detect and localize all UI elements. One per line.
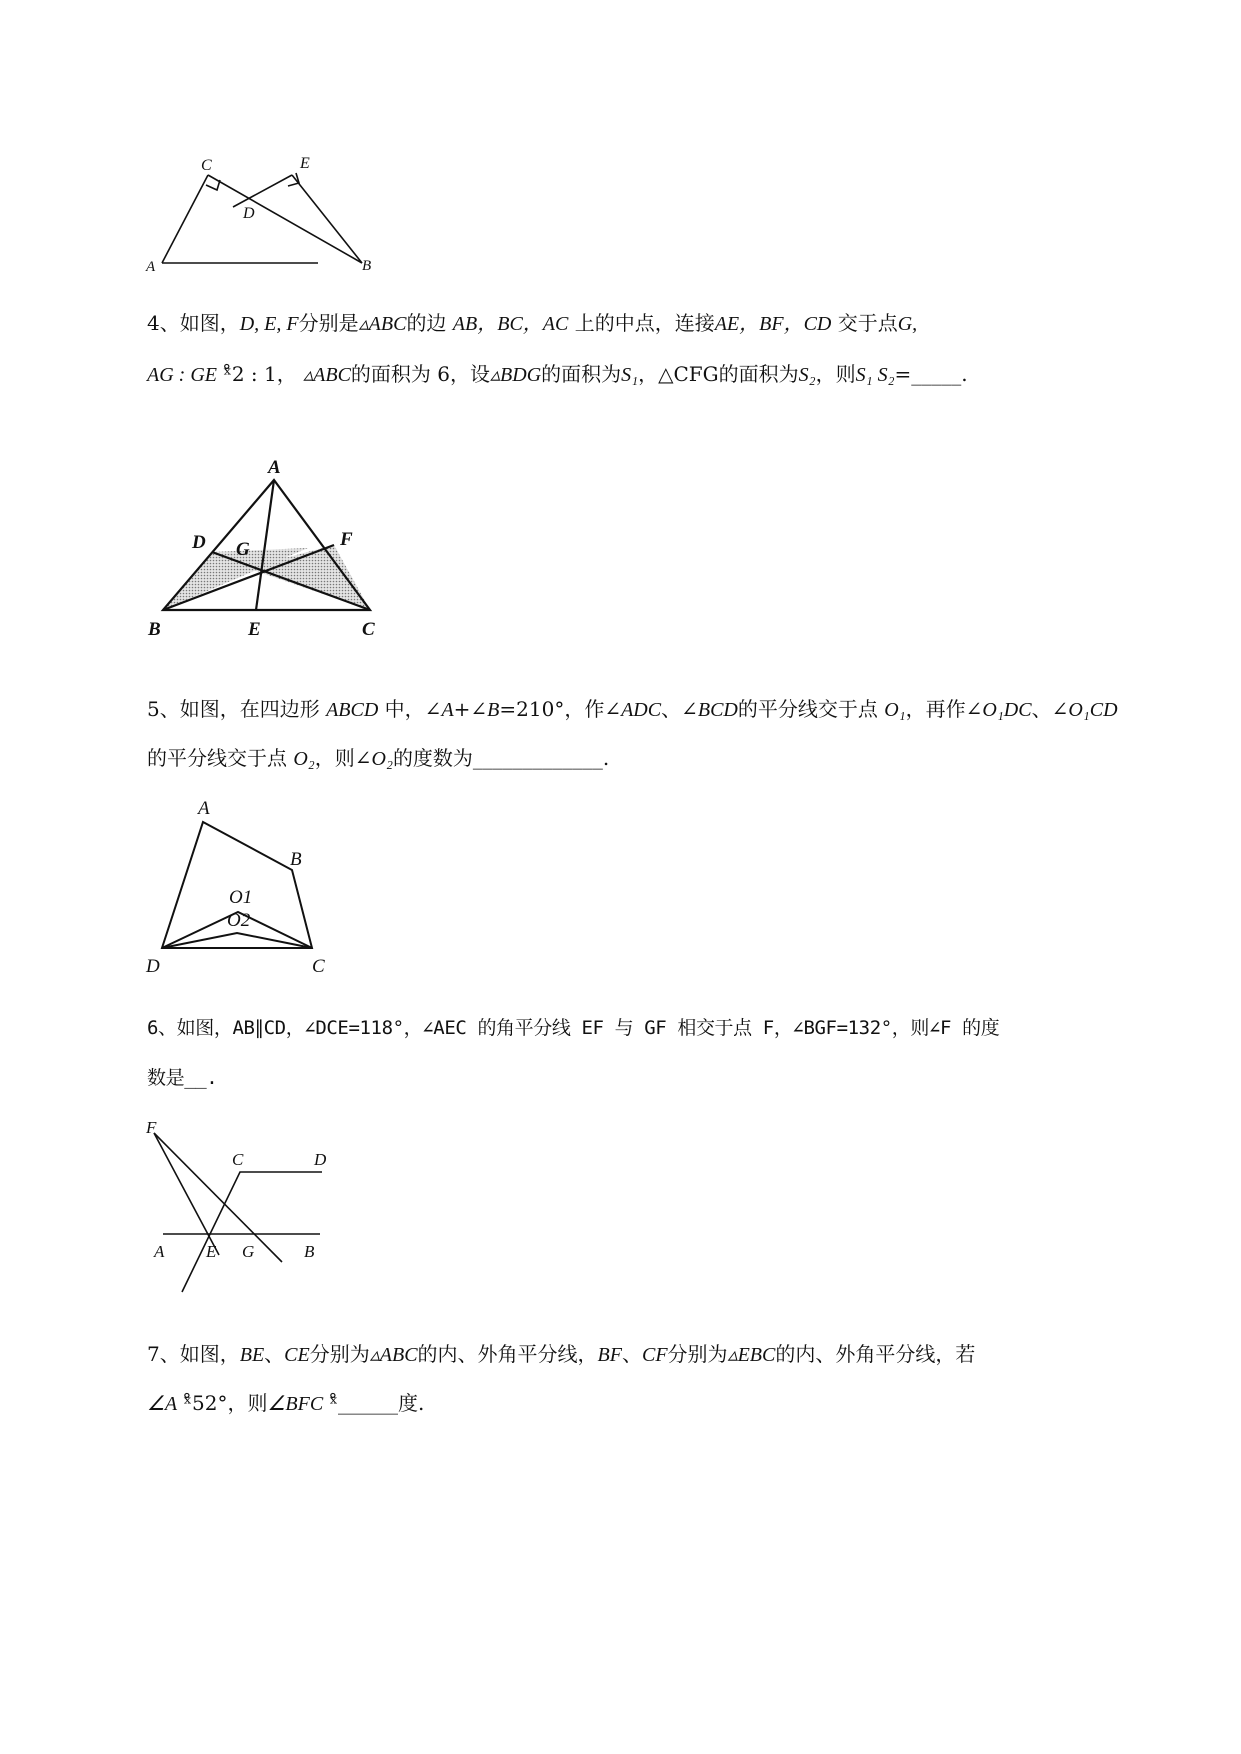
label-d: D <box>192 532 206 553</box>
label-c: C <box>232 1150 244 1169</box>
math: S₁ <box>621 364 639 386</box>
text: 交于点 <box>837 311 898 335</box>
math: ▵ABC <box>358 313 407 335</box>
math: ADC <box>621 699 662 721</box>
label-e: E <box>248 619 261 640</box>
math: ˣ̊52°，则 <box>177 1391 268 1415</box>
question-6-line-2: 数是__. <box>147 1067 218 1089</box>
figure-q6-parallel-lines <box>140 1115 360 1305</box>
question-5-line-1 <box>147 685 1157 734</box>
label-f: F <box>146 1118 157 1137</box>
question-4-line-2 <box>147 349 1157 400</box>
text: 的面积为 <box>541 362 622 386</box>
text: 、 <box>264 1342 285 1366</box>
math: O₂ <box>371 748 393 770</box>
math: BCD <box>697 699 738 721</box>
math: AG : GE <box>147 364 217 386</box>
answer-blank[interactable]: 的度数为_____________. <box>392 746 610 770</box>
text: =210°，作∠ <box>499 697 622 721</box>
question-number: 4、 <box>147 311 180 335</box>
text: 的内、外角平分线，若 <box>775 1342 976 1366</box>
question-6 <box>147 1003 1157 1103</box>
figure-q5-quadrilateral <box>140 790 360 980</box>
text: 如图， <box>179 311 240 335</box>
label-e: E <box>300 155 310 172</box>
label-e: E <box>206 1242 217 1261</box>
text: 、∠ <box>1031 697 1069 721</box>
math: ∠BFC <box>267 1393 324 1415</box>
math: O₁ <box>884 699 906 721</box>
math: CF <box>641 1344 668 1366</box>
math: O₁CD <box>1068 699 1118 721</box>
figure-triangles-cdeab <box>140 150 390 280</box>
text: 分别为 <box>667 1342 728 1366</box>
math: A <box>441 699 454 721</box>
label-a: A <box>146 259 156 275</box>
label-d: D <box>243 205 255 222</box>
figure-q4-triangle-medians <box>140 445 400 645</box>
text: 分别为 <box>309 1342 370 1366</box>
label-b: B <box>304 1242 315 1261</box>
question-5-line-2 <box>147 734 1157 783</box>
question-6-line-1: 6、如图，AB∥CD，∠DCE=118°，∠AEC 的角平分线 EF 与 GF 相交于点 F，∠BGF=132°，则∠F 的度 <box>147 1017 1000 1039</box>
label-d: D <box>146 956 160 977</box>
label-g: G <box>242 1242 255 1261</box>
math: ，△CFG <box>638 362 719 386</box>
label-c: C <box>362 619 375 640</box>
math: ABCD <box>326 699 379 721</box>
label-d: D <box>314 1150 327 1169</box>
question-number: 7、 <box>147 1342 180 1366</box>
question-7 <box>147 1330 1157 1428</box>
text: 、∠ <box>661 697 698 721</box>
text: 如图， <box>179 1342 240 1366</box>
label-g: G <box>236 539 250 560</box>
text: 上的中点，连接 <box>574 311 715 335</box>
label-b: B <box>148 619 161 640</box>
math: CE <box>284 1344 310 1366</box>
math: S₁ S₂ <box>855 364 895 386</box>
text: 如图，在四边形 <box>179 697 320 721</box>
text: ，则∠ <box>314 746 372 770</box>
text: 的平分线交于点 <box>147 746 287 770</box>
question-5 <box>147 685 1157 783</box>
question-number: 5、 <box>147 697 180 721</box>
question-7-line-1 <box>147 1330 1157 1379</box>
text: 的平分线交于点 <box>737 697 878 721</box>
math: S₂ <box>798 364 816 386</box>
math: ▵ABC <box>303 364 351 386</box>
math: BE <box>239 1344 265 1366</box>
math: AB，BC，AC <box>452 313 569 335</box>
label-b: B <box>362 258 372 274</box>
math: ▵BDG <box>490 364 542 386</box>
text: 的面积为 6，设 <box>350 362 490 386</box>
answer-blank[interactable]: =_____. <box>894 362 968 386</box>
label-a: A <box>268 457 281 478</box>
text: 的内、外角平分线， <box>417 1342 598 1366</box>
text: 中，∠ <box>384 697 442 721</box>
math: ▵ABC <box>369 1344 418 1366</box>
math: ▵EBC <box>727 1344 776 1366</box>
question-4-line-1 <box>147 298 1157 349</box>
label-o2: O2 <box>227 910 251 931</box>
text: ，则 <box>815 362 856 386</box>
label-a: A <box>154 1242 165 1261</box>
label-b: B <box>290 849 302 870</box>
text: 分别是 <box>298 311 359 335</box>
math: BF <box>597 1344 622 1366</box>
answer-blank[interactable]: ˣ̊______度. <box>323 1391 425 1415</box>
math: ˣ̊2 : 1， <box>216 362 297 386</box>
label-c: C <box>312 956 325 977</box>
text: 、 <box>621 1342 642 1366</box>
math: AE，BF，CD <box>714 313 832 335</box>
text: 的边 <box>406 311 447 335</box>
math: D, E, F <box>239 313 299 335</box>
text: 的面积为 <box>718 362 799 386</box>
math: ∠A <box>147 1393 178 1415</box>
math: G, <box>897 313 918 335</box>
label-a: A <box>198 798 210 819</box>
label-f: F <box>340 529 353 550</box>
question-4 <box>147 298 1157 400</box>
question-7-line-2 <box>147 1379 1157 1428</box>
label-o1: O1 <box>229 887 253 908</box>
math: B <box>487 699 500 721</box>
math: O₁DC <box>982 699 1032 721</box>
math: O₂ <box>293 748 315 770</box>
text: ，再作∠ <box>905 697 983 721</box>
label-c: C <box>201 157 212 174</box>
text: +∠ <box>453 697 488 721</box>
